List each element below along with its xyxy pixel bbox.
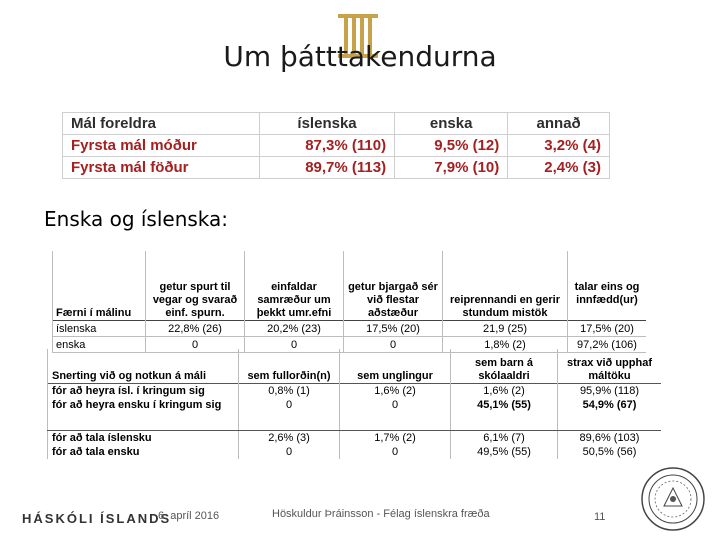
table-cell: 17,5% (20)	[568, 321, 647, 337]
table-header-cell: sem unglingur	[340, 349, 451, 384]
table-cell: 9,5% (12)	[395, 135, 508, 157]
table-header-cell: strax við upphaf máltöku	[567, 357, 652, 382]
table-cell: 0,8% (1)	[239, 384, 340, 399]
language-exposure-table	[47, 349, 661, 459]
table-header-cell: getur bjargað sér við flestar aðstæður	[344, 251, 443, 321]
table-row	[63, 157, 610, 179]
table-cell: 54,9% (67)	[582, 399, 637, 411]
table-cell: 1,6% (2)	[340, 384, 451, 399]
page-number: 11	[594, 511, 606, 523]
table-header-row	[63, 113, 610, 135]
table-cell: 49,5% (55)	[451, 445, 558, 459]
slide-title: Um þátttakendurna	[223, 40, 497, 73]
language-proficiency-table	[52, 251, 646, 353]
table-cell: 89,7% (113)	[260, 157, 395, 179]
table-header-cell: reiprennandi en gerir stundum mistök	[443, 251, 568, 321]
footer-date: 6. apríl 2016	[158, 510, 220, 522]
table-header-cell: Snerting við og notkun á máli	[48, 349, 239, 384]
table-cell: fór að heyra ensku í kringum sig	[48, 398, 239, 412]
table-header-row	[53, 251, 647, 321]
table-cell: 1,6% (2)	[451, 384, 558, 399]
table-row	[48, 384, 662, 399]
table-cell: 21,9 (25)	[443, 321, 568, 337]
table-header-cell: enska	[395, 113, 508, 135]
table-header-cell: getur spurt til vegar og svarað einf. spurn.	[146, 251, 245, 321]
table-header-cell: íslenska	[260, 113, 395, 135]
table-cell: 95,9% (118)	[558, 384, 662, 399]
table-header-cell: Færni í málinu	[53, 251, 146, 321]
table-cell: 0	[340, 398, 451, 412]
table-cell: 50,5% (56)	[582, 446, 637, 458]
table-cell: 2,4% (3)	[508, 157, 610, 179]
table-row	[53, 321, 647, 337]
table-cell: Fyrsta mál móður	[63, 135, 260, 157]
table-cell: fór að heyra ísl. í kringum sig	[48, 384, 239, 399]
table-header-cell: Mál foreldra	[63, 113, 260, 135]
table-cell: 0	[146, 337, 245, 353]
table-cell: 1,8% (2)	[443, 337, 568, 353]
table-cell: 0	[340, 445, 451, 459]
table-cell: Fyrsta mál föður	[63, 157, 260, 179]
table-header-cell: einfaldar samræður um þekkt umr.efni	[245, 251, 344, 321]
table-header-cell: sem barn á skólaaldri	[451, 349, 558, 384]
table-spacer-row	[48, 412, 662, 431]
table-cell: 1,7% (2)	[340, 431, 451, 446]
table-cell: 97,2% (106)	[568, 337, 647, 353]
table-cell: 17,5% (20)	[344, 321, 443, 337]
section-subheading: Enska og íslenska:	[44, 207, 229, 231]
table-cell: 45,1% (55)	[451, 398, 558, 412]
table-cell: 3,2% (4)	[508, 135, 610, 157]
university-seal-icon	[640, 466, 706, 532]
table-cell: 0	[344, 337, 443, 353]
table-header-cell: annað	[508, 113, 610, 135]
table-cell: fór að tala íslensku	[48, 431, 239, 446]
table-cell: 20,2% (23)	[245, 321, 344, 337]
table-cell: 87,3% (110)	[260, 135, 395, 157]
table-cell: 6,1% (7)	[451, 431, 558, 446]
table-cell: 0	[245, 337, 344, 353]
table-row	[63, 135, 610, 157]
table-header-cell: talar eins og innfædd(ur)	[574, 280, 640, 306]
table-cell: 2,6% (3)	[239, 431, 340, 446]
table-cell: fór að tala ensku	[48, 445, 239, 459]
table-row	[48, 445, 662, 459]
table-cell: 89,6% (103)	[579, 432, 640, 444]
table-cell: enska	[53, 337, 146, 353]
table-cell: 0	[239, 445, 340, 459]
table-header-cell: sem fullorðin(n)	[239, 349, 340, 384]
table-cell: 7,9% (10)	[395, 157, 508, 179]
table-cell: íslenska	[53, 321, 146, 337]
university-logo: HÁSKÓLI ÍSLANDS	[22, 511, 172, 526]
footer-author: Höskuldur Þráinsson - Félag íslenskra fræða	[272, 508, 490, 520]
table-row	[48, 398, 662, 412]
table-cell: 0	[239, 398, 340, 412]
parent-language-table	[62, 112, 610, 179]
table-row	[48, 431, 662, 446]
table-header-row	[48, 349, 662, 384]
table-cell: 22,8% (26)	[146, 321, 245, 337]
